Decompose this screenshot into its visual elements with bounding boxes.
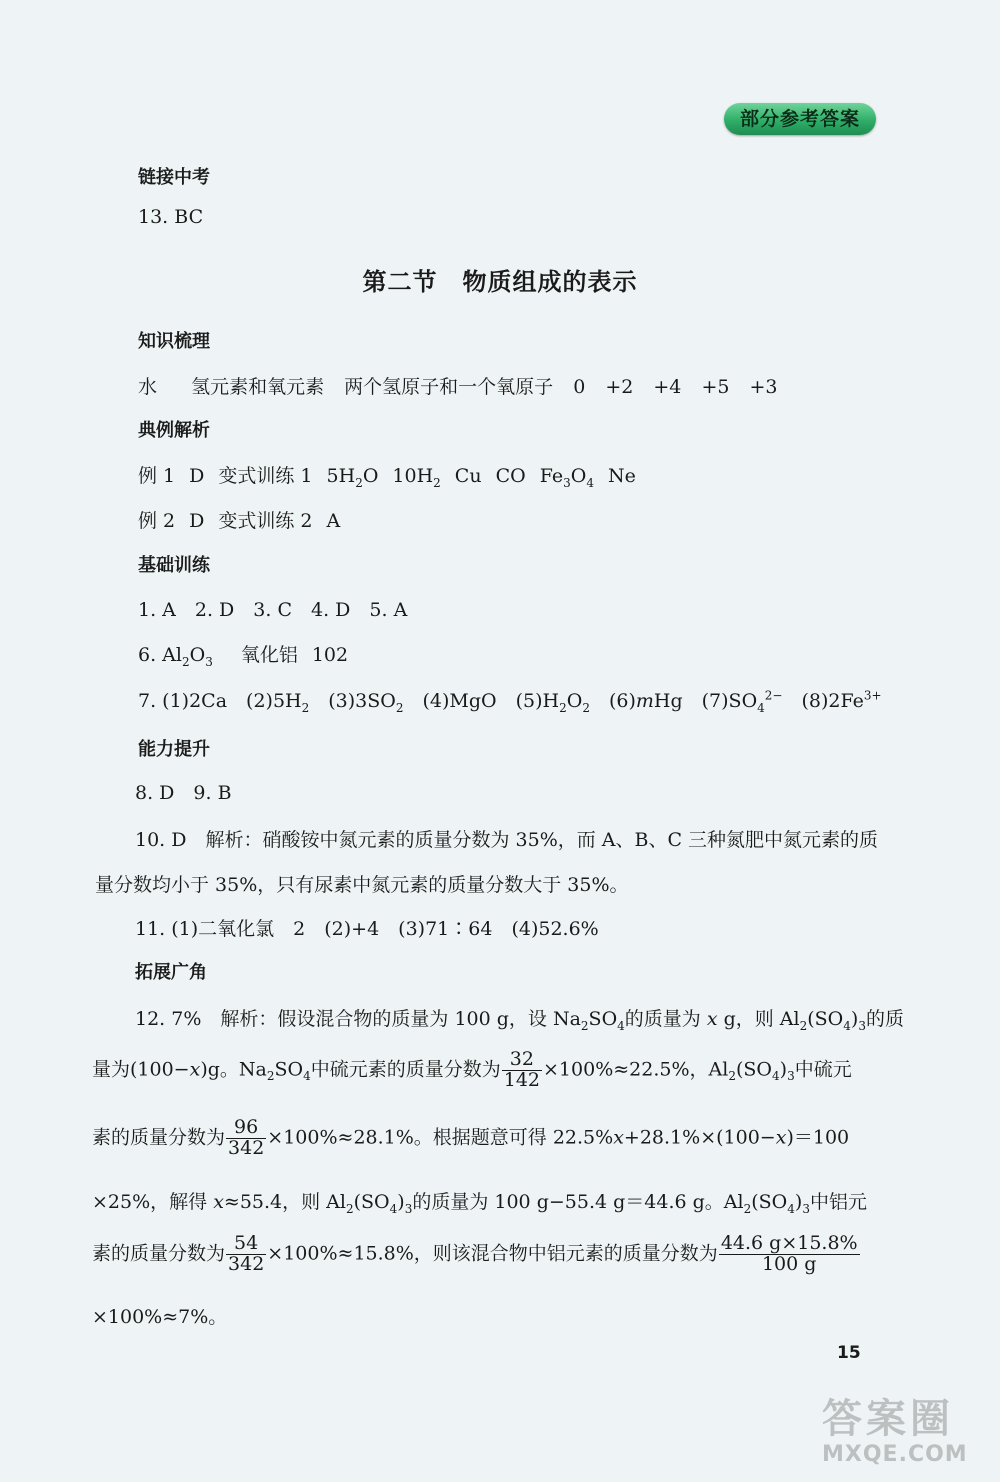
heading-zhishi: 知识梳理 — [138, 331, 210, 352]
section-badge: 部分参考答案 — [724, 103, 876, 135]
fraction: $\frac{32}{142}$ — [503, 1048, 541, 1091]
answer-line: 12. 7% 解析：假设混合物的质量为 100 g，设 $Na_2SO_4$的质量为 x g，则 $Al_2(SO_4)_3$的质 — [135, 1008, 904, 1033]
heading-dianli: 典例解析 — [138, 420, 210, 441]
heading-jichu: 基础训练 — [138, 555, 210, 576]
answer-item: 0 — [573, 376, 586, 398]
fraction: $\frac{54}{342}$ — [228, 1232, 265, 1275]
answer-line — [138, 372, 778, 399]
answer-line: 量分数均小于 35%，只有尿素中氮元素的质量分数大于 35%。 — [95, 874, 629, 896]
answer-item: +2 — [605, 376, 634, 398]
page-number: 15 — [837, 1343, 861, 1363]
answer-item: 两个氢原子和一个氧原子 — [344, 376, 554, 398]
answer-line: 11. (1)二氧化氯 2 (2)+4 (3)71∶64 (4)52.6% — [135, 918, 599, 940]
answer-item: +5 — [701, 376, 730, 398]
watermark-logo: 答案圈 MXQE.COM — [822, 1396, 968, 1467]
heading-lianjie: 链接中考 — [138, 167, 210, 188]
answer-line: 素的质量分数为 $\frac{54}{342}$ ×100%≈15.8%，则该混合物中铝元素的质量分数为 $\frac{44.6 g\times 15.8\%}{100 g}$ — [92, 1232, 858, 1275]
fraction: $\frac{96}{342}$ — [228, 1116, 265, 1159]
answer-line: 7. (1)2Ca $(2)5H_2$ $(3)3SO_2$ (4)MgO $(5)H_2O_2$ (6)mHg $(7)SO_4^{2-}$ $(8)2Fe^{3+}$ — [138, 688, 882, 715]
answer-line: 素的质量分数为 $\frac{96}{342}$ ×100%≈28.1%。根据题意可得 22.5%x+28.1%×(100−x)＝100 — [92, 1116, 850, 1159]
answer-line: 6. $Al_2O_3$ 氧化铝 102 — [138, 644, 349, 669]
answer-item: 氢元素和氧元素 — [191, 376, 325, 398]
heading-tuozhan: 拓展广角 — [135, 962, 207, 983]
section-title: 第二节 物质组成的表示 — [362, 268, 638, 296]
answer-item: +3 — [749, 376, 778, 398]
answer-item: 水 — [138, 376, 158, 398]
answer-line: 10. D 解析：硝酸铵中氮元素的质量分数为 35%，而 A、B、C 三种氮肥中氮元素的质 — [135, 829, 879, 851]
answer-line: 8. D 9. B — [135, 782, 232, 804]
answer-line: ×100%≈7%。 — [92, 1306, 228, 1328]
answer-line: 1. A 2. D 3. C 4. D 5. A — [138, 599, 408, 621]
answer-line: 例 2 D 变式训练 2 A — [138, 510, 341, 532]
heading-nengli: 能力提升 — [138, 739, 210, 760]
fraction: $\frac{44.6 g\times 15.8\%}{100 g}$ — [720, 1232, 858, 1275]
answer-item: +4 — [653, 376, 682, 398]
answer-line: 例 1 D 变式训练 1 $5H_2O$ $10H_2$ Cu CO $Fe_3O_4$ Ne — [138, 465, 636, 490]
answer-line: 13. BC — [138, 206, 204, 228]
answer-line: ×25%，解得 x≈55.4，则 $Al_2(SO_4)_3$的质量为 100 g−55.4 g＝44.6 g。$Al_2(SO_4)_3$中铝元 — [92, 1191, 867, 1216]
answer-line: 量为(100−x)g。$Na_2SO_4$中硫元素的质量分数为 $\frac{32}{142}$ ×100%≈22.5%，$Al_2(SO_4)_3$中硫元 — [92, 1048, 852, 1091]
